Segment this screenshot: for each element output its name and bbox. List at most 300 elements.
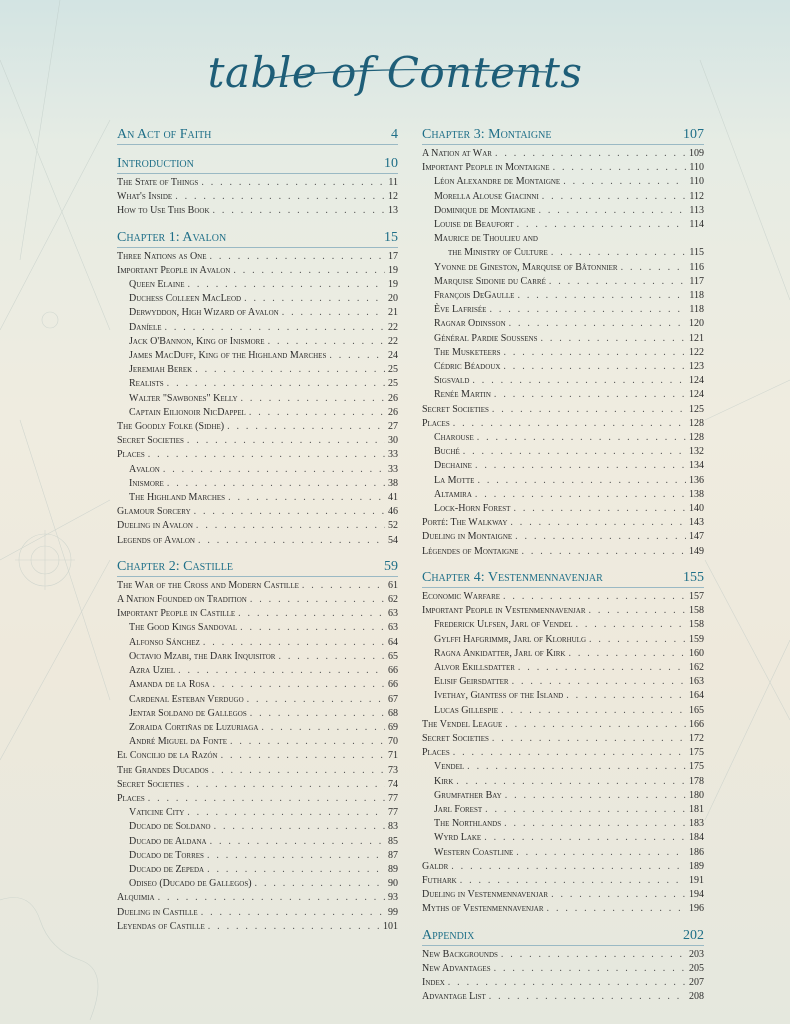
title-underline-swash (262, 60, 552, 90)
dot-leader (198, 534, 385, 548)
toc-entry[interactable] (117, 335, 398, 349)
toc-entry[interactable] (117, 707, 398, 721)
toc-entry[interactable] (422, 161, 704, 175)
entry-title: Dechaine (434, 460, 472, 472)
entry-page-number: 205 (689, 962, 704, 974)
toc-entry[interactable] (422, 346, 704, 360)
toc-entry[interactable] (117, 891, 398, 905)
toc-entry[interactable] (422, 948, 704, 962)
toc-entry[interactable] (422, 246, 704, 260)
entry-title: The Musketeers (434, 346, 501, 358)
entry-title: La Motte (434, 474, 475, 486)
toc-entry[interactable] (117, 849, 398, 863)
entry-title: What's Inside (117, 191, 173, 203)
entry-page-number: 24 (388, 350, 398, 362)
entry-title: Galdr (422, 860, 449, 872)
entry-title: Kirk (434, 775, 454, 787)
toc-entry[interactable] (422, 431, 704, 445)
entry-title: Secret Societies (422, 403, 489, 415)
dot-leader (504, 817, 686, 831)
toc-entry[interactable] (117, 321, 398, 335)
dot-leader (167, 377, 385, 391)
toc-entry[interactable] (422, 732, 704, 746)
entry-page-number: 172 (689, 732, 704, 744)
section-heading[interactable] (422, 927, 704, 946)
dot-leader (517, 218, 687, 232)
entry-title: Frederick Ulfsen, Jarl of Vendel (434, 619, 573, 631)
toc-entry[interactable] (117, 877, 398, 891)
dot-leader (210, 250, 386, 264)
entry-page-number: 19 (388, 264, 398, 276)
toc-entry[interactable] (422, 502, 704, 516)
toc-entry[interactable] (422, 760, 704, 774)
dot-leader (503, 590, 686, 604)
toc-entry[interactable] (117, 204, 398, 218)
toc-entry[interactable] (422, 147, 704, 161)
entry-title: Azra Uziel (129, 665, 176, 677)
toc-section (117, 229, 398, 548)
toc-entry[interactable] (422, 704, 704, 718)
entry-title: Lock-Horn Forest (434, 503, 511, 515)
entry-page-number: 41 (388, 492, 398, 504)
toc-entry[interactable] (422, 775, 704, 789)
entry-title: Alquimia (117, 892, 155, 904)
toc-entry[interactable] (117, 264, 398, 278)
entry-page-number: 113 (689, 204, 704, 216)
entry-page-number: 12 (388, 191, 398, 203)
toc-entry[interactable] (422, 289, 704, 303)
toc-entry[interactable] (117, 176, 398, 190)
entry-title: Vaticine City (129, 807, 185, 819)
entry-page-number: 68 (388, 707, 398, 719)
dot-leader (501, 948, 686, 962)
entry-page-number: 101 (383, 920, 398, 932)
entry-title: Realists (129, 378, 164, 390)
toc-entry[interactable] (422, 388, 704, 402)
entry-page-number: 120 (689, 318, 704, 330)
section-title: Appendix (422, 927, 475, 943)
toc-entry[interactable] (422, 190, 704, 204)
entry-page-number: 118 (689, 304, 704, 316)
entry-title: Economic Warfare (422, 590, 501, 602)
entry-title: Western Coastline (434, 846, 514, 858)
dot-leader (463, 445, 686, 459)
toc-entry[interactable] (117, 607, 398, 621)
dot-leader (453, 746, 686, 760)
dot-leader (282, 306, 385, 320)
dot-leader (249, 406, 385, 420)
section-heading[interactable] (117, 229, 398, 248)
toc-entry[interactable] (422, 860, 704, 874)
toc-entry[interactable] (117, 778, 398, 792)
entry-page-number: 93 (388, 892, 398, 904)
entry-page-number: 54 (388, 534, 398, 546)
toc-entry[interactable] (422, 633, 704, 647)
entry-page-number: 19 (388, 279, 398, 291)
entry-title: New Backgrounds (422, 948, 498, 960)
toc-entry[interactable] (117, 448, 398, 462)
toc-entry[interactable] (422, 817, 704, 831)
entry-page-number: 157 (689, 590, 704, 602)
toc-entry[interactable] (117, 749, 398, 763)
entry-title: Général Pardie Soussens (434, 332, 538, 344)
entry-page-number: 164 (689, 690, 704, 702)
toc-entry[interactable] (422, 831, 704, 845)
section-heading[interactable] (422, 126, 704, 145)
dot-leader (250, 707, 385, 721)
page-title: table of Contents (207, 48, 583, 97)
toc-entry[interactable] (117, 519, 398, 533)
dot-leader (551, 888, 686, 902)
toc-entry[interactable] (422, 976, 704, 990)
entry-title: Morella Alouse Giacinni (434, 190, 539, 202)
toc-entry[interactable] (117, 678, 398, 692)
entry-title: André Miguel da Fonte (129, 736, 227, 748)
entry-title: James MacDuff, King of the Highland Marches (129, 350, 327, 362)
entry-title: Buché (434, 446, 460, 458)
toc-entry[interactable] (117, 792, 398, 806)
entry-page-number: 165 (689, 704, 704, 716)
section-heading[interactable] (117, 126, 398, 145)
toc-entry[interactable] (422, 374, 704, 388)
toc-entry[interactable] (422, 218, 704, 232)
dot-leader (512, 675, 686, 689)
entry-page-number: 132 (689, 446, 704, 458)
entry-title: Porté: The Walkway (422, 517, 508, 529)
entry-page-number: 160 (689, 647, 704, 659)
toc-entry[interactable] (422, 261, 704, 275)
toc-entry[interactable] (117, 306, 398, 320)
toc-entry[interactable] (422, 604, 704, 618)
entry-page-number: 99 (388, 906, 398, 918)
dot-leader (467, 760, 686, 774)
dot-leader (566, 689, 686, 703)
toc-entry[interactable] (422, 360, 704, 374)
entry-page-number: 166 (689, 718, 704, 730)
toc-section (422, 569, 704, 917)
toc-entry[interactable] (117, 534, 398, 548)
entry-page-number: 138 (689, 488, 704, 500)
toc-entry[interactable] (422, 874, 704, 888)
entry-page-number: 123 (689, 361, 704, 373)
entry-title: Wyrd Lake (434, 832, 482, 844)
entry-page-number: 136 (689, 474, 704, 486)
dot-leader (542, 190, 687, 204)
toc-entry[interactable] (422, 516, 704, 530)
entry-page-number: 77 (388, 807, 398, 819)
toc-entry[interactable] (117, 250, 398, 264)
entry-page-number: 13 (388, 205, 398, 217)
entry-page-number: 90 (388, 878, 398, 890)
toc-entry[interactable] (117, 920, 398, 934)
toc-entry[interactable] (422, 675, 704, 689)
toc-entry[interactable] (422, 530, 704, 544)
entry-title: Places (117, 792, 145, 804)
toc-entry[interactable] (117, 664, 398, 678)
section-heading[interactable] (117, 155, 398, 174)
toc-entry[interactable] (117, 406, 398, 420)
toc-entry[interactable] (422, 990, 704, 1004)
entry-page-number: 66 (388, 679, 398, 691)
toc-entry[interactable] (422, 647, 704, 661)
toc-entry[interactable] (422, 175, 704, 189)
entry-page-number: 38 (388, 477, 398, 489)
toc-entry[interactable] (117, 363, 398, 377)
entry-page-number: 117 (689, 275, 704, 287)
toc-entry[interactable] (117, 863, 398, 877)
section-page-number: 202 (683, 927, 704, 943)
entry-page-number: 89 (388, 863, 398, 875)
toc-entry[interactable] (117, 278, 398, 292)
dot-leader (494, 388, 686, 402)
entry-title: Yvonne de Gineston, Marquise of Bâtonnier (434, 261, 618, 273)
dot-leader (194, 505, 385, 519)
entry-page-number: 208 (689, 991, 704, 1003)
toc-entry[interactable] (422, 403, 704, 417)
dot-leader (212, 764, 385, 778)
toc-column-right (422, 126, 704, 1014)
toc-entry[interactable] (117, 349, 398, 363)
dot-leader (489, 303, 686, 317)
entry-title: New Advantages (422, 962, 491, 974)
entry-title: Important People in Castille (117, 608, 236, 620)
toc-entry[interactable] (422, 303, 704, 317)
toc-entry[interactable] (117, 593, 398, 607)
entry-page-number: 158 (689, 605, 704, 617)
toc-entry[interactable] (422, 902, 704, 916)
dot-leader (240, 621, 385, 635)
toc-entry[interactable] (117, 764, 398, 778)
toc-entry[interactable] (117, 477, 398, 491)
entry-page-number: 26 (388, 392, 398, 404)
entry-page-number: 61 (388, 579, 398, 591)
entry-page-number: 163 (689, 676, 704, 688)
entry-title: Cédric Béadoux (434, 361, 501, 373)
dot-leader (504, 346, 687, 360)
entry-title: The State of Things (117, 177, 199, 188)
toc-entry[interactable] (117, 420, 398, 434)
entry-page-number: 196 (689, 903, 704, 915)
entry-title: Queen Elaine (129, 279, 185, 291)
dot-leader (503, 360, 686, 374)
dot-leader (195, 363, 385, 377)
toc-entry[interactable] (117, 906, 398, 920)
entry-page-number: 162 (689, 661, 704, 673)
entry-title: Places (422, 417, 450, 429)
dot-leader (517, 289, 686, 303)
section-page-number: 15 (384, 229, 398, 245)
entry-title: The Vendel League (422, 718, 503, 730)
entry-page-number: 77 (388, 792, 398, 804)
entry-page-number: 21 (388, 307, 398, 319)
entry-title: Renée Martin (434, 389, 491, 401)
entry-page-number: 33 (388, 463, 398, 475)
dot-leader (241, 392, 385, 406)
entry-title: Daníele (129, 321, 162, 333)
dot-leader (329, 349, 385, 363)
toc-entry[interactable] (422, 545, 704, 559)
dot-leader (540, 332, 686, 346)
section-page-number: 155 (683, 569, 704, 585)
toc-entry[interactable] (422, 718, 704, 732)
entry-title: Captain Eilionoir NicDappel (129, 406, 246, 418)
entry-title: Ducado de Aldana (129, 835, 207, 847)
entry-page-number: 66 (388, 665, 398, 677)
entry-title: Dominique de Montaigne (434, 204, 536, 216)
entry-page-number: 112 (689, 190, 704, 202)
toc-entry[interactable] (422, 962, 704, 976)
toc-entry[interactable] (117, 650, 398, 664)
dot-leader (167, 477, 385, 491)
dot-leader (158, 891, 385, 905)
entry-title: Charouse (434, 432, 474, 444)
toc-entry[interactable] (117, 693, 398, 707)
toc-entry[interactable] (422, 888, 704, 902)
dot-leader (495, 147, 686, 161)
entry-title: Octavio Mzabi, the Dark Inquisitor (129, 650, 276, 662)
section-heading[interactable] (117, 558, 398, 577)
section-title: Chapter 1: Avalon (117, 229, 227, 245)
dot-leader (492, 403, 686, 417)
entry-page-number: 180 (689, 789, 704, 801)
dot-leader (228, 491, 385, 505)
dot-leader (509, 317, 686, 331)
dot-leader (221, 749, 385, 763)
entry-page-number: 87 (388, 849, 398, 861)
entry-title: Duchess Colleen MacLeod (129, 293, 242, 305)
toc-section (117, 126, 398, 145)
entry-title: Léon Alexandre de Montaigne (434, 176, 561, 188)
toc-entry[interactable] (422, 746, 704, 760)
toc-entry[interactable] (117, 392, 398, 406)
toc-entry[interactable] (117, 579, 398, 593)
entry-page-number: 73 (388, 764, 398, 776)
entry-title: Important People in Montaigne (422, 162, 550, 174)
toc-entry[interactable] (422, 618, 704, 632)
toc-entry[interactable] (422, 488, 704, 502)
toc-entry[interactable] (117, 835, 398, 849)
dot-leader (513, 502, 686, 516)
toc-entry[interactable] (422, 846, 704, 860)
toc-entry[interactable] (422, 661, 704, 675)
toc-entry[interactable] (117, 434, 398, 448)
entry-page-number: 85 (388, 835, 398, 847)
dot-leader (268, 335, 385, 349)
toc-entry[interactable] (422, 204, 704, 218)
entry-title: The Grandes Ducados (117, 764, 209, 776)
entry-title: How to Use This Book (117, 205, 210, 217)
entry-page-number: 70 (388, 736, 398, 748)
entry-title: The Northlands (434, 818, 502, 830)
toc-entry[interactable] (117, 292, 398, 306)
dot-leader (247, 693, 385, 707)
toc-entry[interactable] (422, 459, 704, 473)
dot-leader (187, 806, 385, 820)
toc-entry[interactable] (117, 505, 398, 519)
entry-title: Myths of Vestenmennavenjar (422, 903, 544, 915)
entry-page-number: 124 (689, 375, 704, 387)
entry-title: Lucas Gillespie (434, 704, 499, 716)
toc-entry[interactable] (422, 417, 704, 431)
toc-entry[interactable] (422, 689, 704, 703)
section-title: Introduction (117, 156, 194, 171)
toc-entry[interactable] (422, 232, 704, 246)
entry-page-number: 74 (388, 778, 398, 790)
entry-title: Ève Lafrisée (434, 304, 487, 316)
entry-title: Legends of Avalon (117, 534, 195, 546)
dot-leader (501, 704, 686, 718)
toc-entry[interactable] (117, 621, 398, 635)
dot-leader (203, 636, 385, 650)
toc-entry[interactable] (422, 474, 704, 488)
toc-entry[interactable] (117, 377, 398, 391)
entry-page-number: 11 (388, 177, 398, 188)
toc-entry[interactable] (117, 735, 398, 749)
toc-entry[interactable] (117, 491, 398, 505)
toc-entry[interactable] (117, 463, 398, 477)
entry-page-number: 110 (689, 176, 704, 188)
entry-title: Alfonso Sánchez (129, 636, 200, 648)
entry-title: Three Nations as One (117, 250, 207, 262)
dot-leader (551, 246, 687, 260)
entry-title: Ragnar Odinsson (434, 318, 506, 330)
entry-page-number: 27 (388, 421, 398, 433)
toc-entry[interactable] (422, 445, 704, 459)
entry-title: Vendel (434, 761, 465, 773)
entry-page-number: 71 (388, 750, 398, 762)
dot-leader (233, 264, 385, 278)
entry-page-number: 30 (388, 435, 398, 447)
entry-title: Walter "Sawbones" Kelly (129, 392, 238, 404)
toc-entry[interactable] (422, 590, 704, 604)
entry-page-number: 25 (388, 378, 398, 390)
section-title: An Act of Faith (117, 127, 212, 142)
dot-leader (207, 849, 385, 863)
toc-entry[interactable] (117, 636, 398, 650)
entry-page-number: 183 (689, 818, 704, 830)
dot-leader (210, 835, 385, 849)
entry-page-number: 149 (689, 545, 704, 557)
entry-page-number: 189 (689, 860, 704, 872)
dot-leader (163, 463, 385, 477)
toc-entry[interactable] (117, 820, 398, 834)
entry-title: Dueling in Vestenmennavenjar (422, 889, 549, 901)
entry-page-number: 46 (388, 506, 398, 518)
dot-leader (207, 863, 385, 877)
entry-title: Dueling in Montaigne (422, 531, 513, 543)
toc-entry[interactable] (422, 275, 704, 289)
entry-title: Dueling in Castille (117, 906, 198, 918)
dot-leader (196, 519, 385, 533)
entry-title: Secret Societies (117, 435, 184, 447)
entry-title: Altamira (434, 488, 472, 500)
entry-title: Zoraida Cortiñas de Luzuriaga (129, 721, 259, 733)
entry-page-number: 64 (388, 636, 398, 648)
toc-entry[interactable] (117, 806, 398, 820)
toc-entry[interactable] (422, 317, 704, 331)
section-heading[interactable] (422, 569, 704, 588)
entry-title: Amanda de la Rosa (129, 679, 210, 691)
toc-entry[interactable] (117, 721, 398, 735)
toc-entry[interactable] (422, 803, 704, 817)
dot-leader (456, 775, 686, 789)
toc-entry[interactable] (117, 190, 398, 204)
dot-leader (448, 976, 686, 990)
entry-title: Inismore (129, 477, 164, 489)
toc-entry[interactable] (422, 789, 704, 803)
entry-title: Secret Societies (117, 778, 184, 790)
toc-entry[interactable] (422, 332, 704, 346)
